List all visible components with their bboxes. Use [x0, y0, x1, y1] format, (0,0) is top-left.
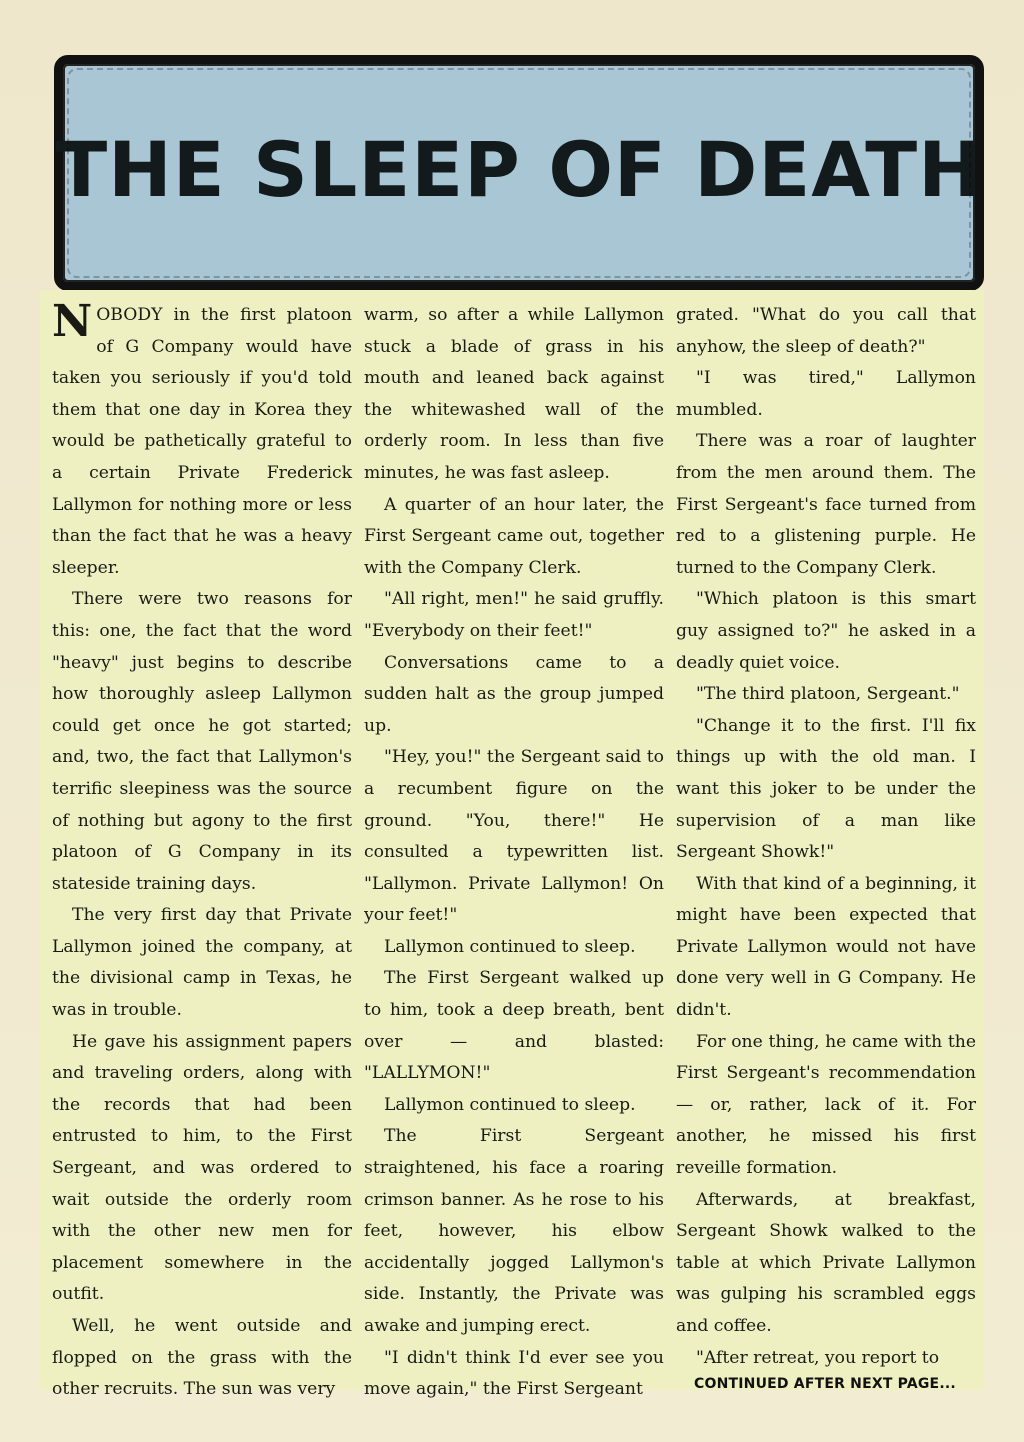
paragraph: A quarter of an hour later, the First Sergeant came out, together with the Company Clerk.	[364, 494, 664, 578]
paragraph: "All right, men!" he said gruffly. "Everybody on their feet!"	[364, 589, 664, 641]
paragraph: Conversations came to a sudden halt as the group jumped up.	[364, 652, 664, 736]
paragraph: warm, so after a while Lallymon stuck a blade of grass in his mouth and leaned back against the whitewashed wall of the orderly room. In less than five minutes, he was fast asleep.	[364, 305, 664, 483]
story-title: THE SLEEP OF DEATH	[55, 124, 983, 214]
paragraph: Well, he went outside and flopped on the grass with the other recruits. The sun was very	[52, 1316, 352, 1400]
paragraph: The First Sergeant straightened, his face a roaring crimson banner. As he rose to his feet, however, his elbow accidentally jogged Lallymon's side. Instantly, the Private was awake and jumping erect.	[364, 1126, 664, 1336]
title-banner	[54, 55, 984, 291]
paragraph: He gave his assignment papers and traveling orders, along with the records that had been entrusted to him, to the First Sergeant, and was ordered to wait outside the orderly room with the other new men for placement somewhere in the outfit.	[52, 1031, 352, 1305]
paragraph: Lallymon continued to sleep.	[384, 1094, 636, 1115]
paragraph: "Hey, you!" the Sergeant said to a recumbent figure on the ground. "You, there!" He consulted a typewritten list. "Lallymon. Private Lallymon! On your feet!"	[364, 747, 664, 926]
paragraph: For one thing, he came with the First Sergeant's recommendation — or, rather, lack of it. For another, he missed his first reveille formation.	[676, 1031, 976, 1179]
paragraph: There was a roar of laughter from the men around them. The First Sergeant's face turned from red to a glistening purple. He turned to the Company Clerk.	[676, 431, 976, 578]
paragraph: "I was tired," Lallymon mumbled.	[676, 368, 976, 420]
paragraph: With that kind of a beginning, it might have been expected that Private Lallymon would not have done very well in G Company. He didn't.	[676, 873, 976, 1021]
text-column-2	[364, 300, 664, 1406]
paragraph: "The third platoon, Sergeant."	[696, 684, 960, 705]
paragraph: The very first day that Private Lallymon joined the company, at the divisional camp in Texas, he was in trouble.	[52, 905, 352, 1021]
paragraph: Afterwards, at breakfast, Sergeant Showk walked to the table at which Private Lallymon was gulping his scrambled eggs and coffee.	[676, 1189, 976, 1336]
paragraph: grated. "What do you call that anyhow, the sleep of death?"	[676, 305, 976, 357]
continued-notice: CONTINUED AFTER NEXT PAGE...	[694, 1376, 956, 1392]
text-column-1	[52, 296, 352, 1406]
paragraph: There were two reasons for this: one, the fact that the word "heavy" just begins to describe how thoroughly asleep Lallymon could get once he got started; and, two, the fact that Lallymon's terrific sleepiness was the source of nothing but agony to the first platoon of G Company in its stateside training days.	[52, 589, 352, 894]
paragraph: "Change it to the first. I'll fix things up with the old man. I want this joker to be under the supervision of a man like Sergeant Showk!"	[676, 715, 976, 863]
paragraph: "After retreat, you report to	[696, 1347, 940, 1368]
paragraph: Lallymon continued to sleep.	[384, 936, 636, 957]
drop-cap: N	[52, 296, 93, 347]
paragraph: The First Sergeant walked up to him, took a deep breath, bent over — and blasted: "LALLYMON!"	[364, 968, 664, 1084]
paragraph: NOBODY in the first platoon of G Company would have taken you seriously if you'd told them that one day in Korea they would be pathetically grateful to a certain Private Frederick Lallymon for nothing more or less than the fact that he was a heavy sleeper.	[52, 296, 352, 578]
paragraph: "Which platoon is this smart guy assigned to?" he asked in a deadly quiet voice.	[676, 589, 976, 673]
paragraph: "I didn't think I'd ever see you move again," the First Sergeant	[364, 1347, 664, 1400]
text-column-3	[676, 300, 976, 1374]
